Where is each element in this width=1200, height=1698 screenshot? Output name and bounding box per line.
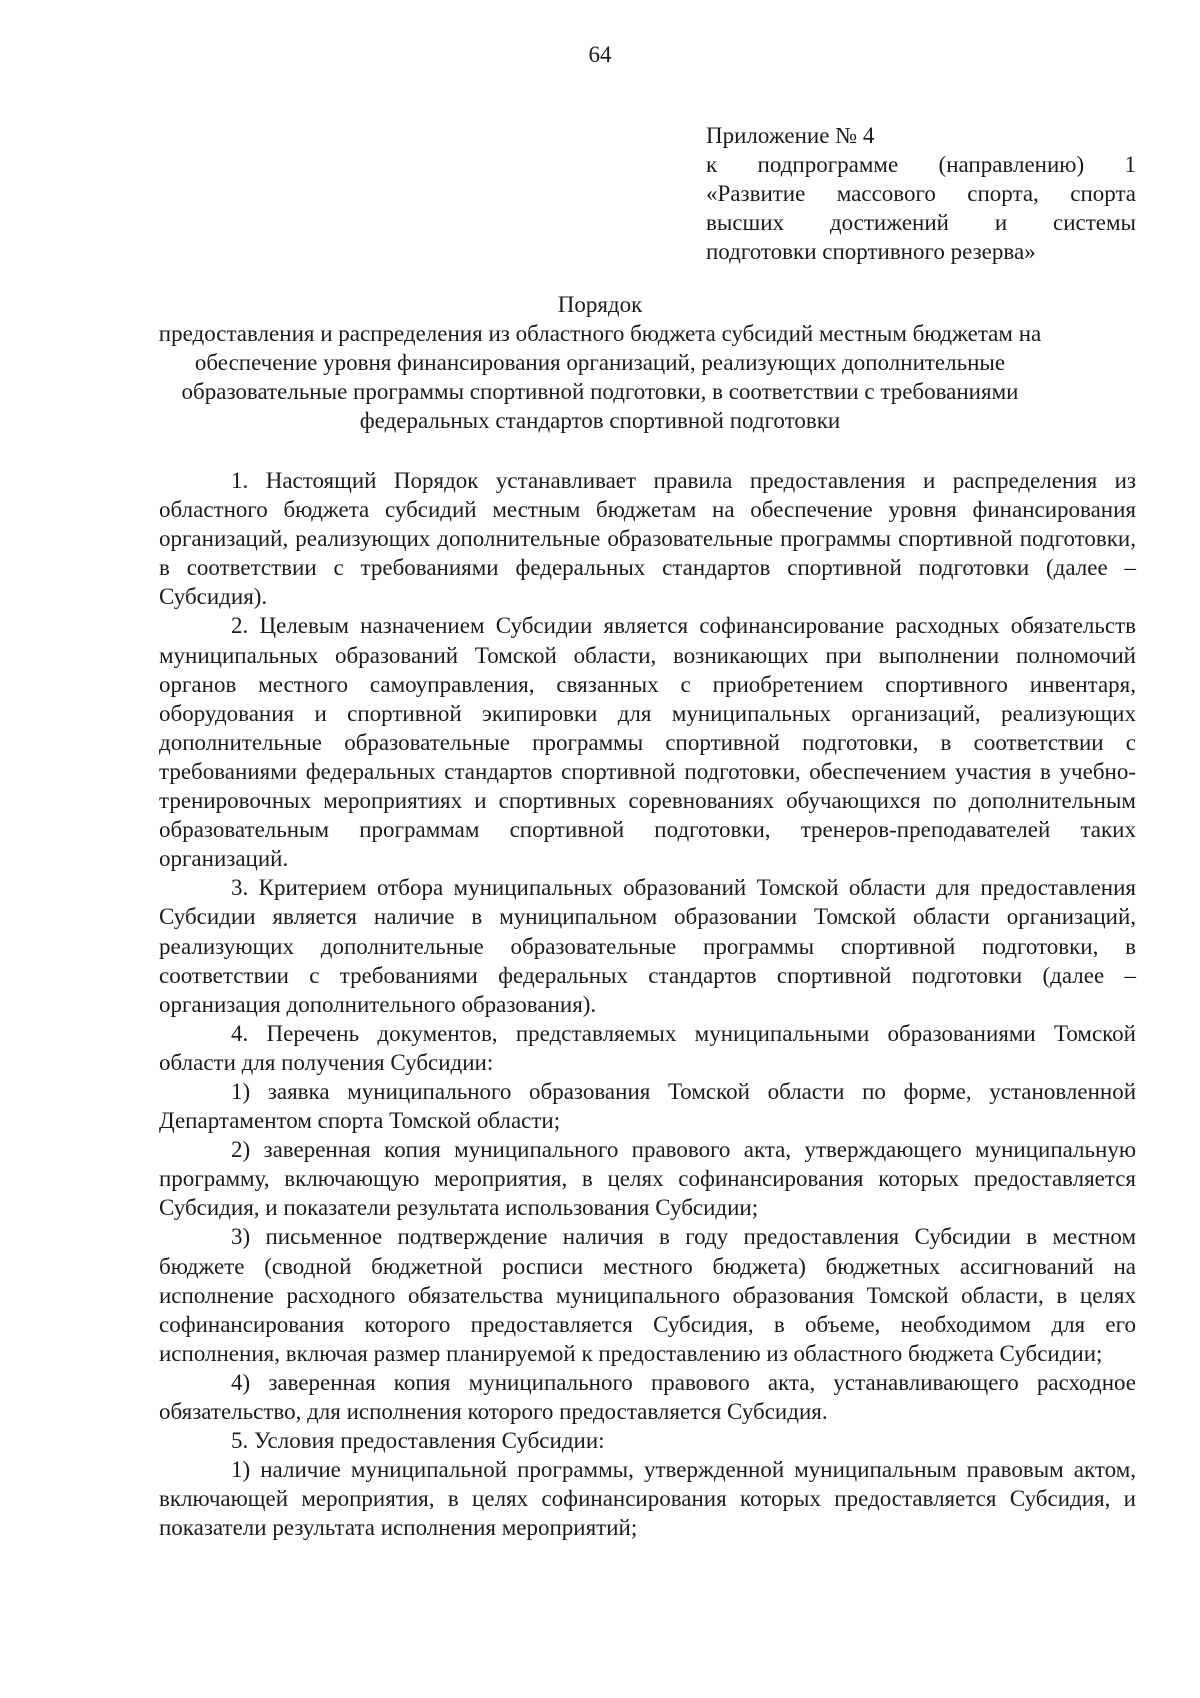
document-body [159, 466, 1136, 1542]
paragraph: 4) заверенная копия муниципального правового акта, устанавливающего расходное обязательство, для исполнения которого предоставляется Субсидия. [159, 1369, 1136, 1424]
annex-header [706, 121, 1136, 266]
paragraph: 1) заявка муниципального образования Томской области по форме, установленной Департаментом спорта Томской области; [159, 1078, 1136, 1134]
title-heading: Порядок [557, 292, 643, 317]
title-subtitle: предоставления и распределения из областного бюджета субсидий местным бюджетам на обеспечение уровня финансирования организаций, реализующих дополнительные образовательные программы спортивной подготовки, в соответствии с требованиями федеральных стандартов спортивной подготовки [158, 321, 1042, 433]
paragraph: 2. Целевым назначением Субсидии является софинансирование расходных обязательств муниципальных образований Томской области, возникающих при выполнении полномочий органов местного самоуправления, связанных с приобретением спортивного инвентаря, оборудования и спортивной экипировки для муниципальных организаций, реализующих дополнительные образовательные программы спортивной подготовки, в соответствии с требованиями федеральных стандартов спортивной подготовки, обеспечением участия в учебно-тренировочных мероприятиях и спортивных соревнованиях обучающихся по дополнительным образовательным программам спортивной подготовки, тренеров-преподавателей таких организаций. [159, 613, 1136, 872]
annex-line-4: высших достижений и системы [706, 210, 1136, 235]
page-number: 64 [588, 42, 612, 67]
paragraph: 5. Условия предоставления Субсидии: [231, 1428, 605, 1454]
paragraph: 1. Настоящий Порядок устанавливает правила предоставления и распределения из областного бюджета субсидий местным бюджетам на обеспечение уровня финансирования организаций, реализующих дополнительные образовательные программы спортивной подготовки, в соответствии с требованиями федеральных стандартов спортивной подготовки (далее – Субсидия). [159, 468, 1136, 610]
paragraph: 2) заверенная копия муниципального правового акта, утверждающего муниципальную программу, включающую мероприятия, в целях софинансирования которых предоставляется Субсидия, и показатели результата использования Субсидии; [159, 1137, 1136, 1221]
annex-line-5: подготовки спортивного резерва» [706, 239, 1036, 264]
paragraph: 3) письменное подтверждение наличия в году предоставления Субсидии в местном бюджете (сводной бюджетной росписи местного бюджета) бюджетных ассигнований на исполнение расходного обязательства муниципального образования Томской области, в целях софинансирования которого предоставляется Субсидия, в объеме, необходимом для его исполнения, включая размер планируемой к предоставлению из областного бюджета Субсидии; [159, 1224, 1136, 1366]
annex-line-2: к подпрограмме (направлению) 1 [706, 152, 1136, 177]
paragraph: 4. Перечень документов, представляемых муниципальными образованиями Томской области для получения Субсидии: [159, 1020, 1136, 1075]
document-title [130, 290, 1070, 435]
annex-line-3: «Развитие массового спорта, спорта [706, 181, 1136, 206]
paragraph: 1) наличие муниципальной программы, утвержденной муниципальным правовым актом, включающей мероприятия, в целях софинансирования которых предоставляется Субсидия, и показатели результата исполнения мероприятий; [159, 1457, 1136, 1541]
paragraph: 3. Критерием отбора муниципальных образований Томской области для предоставления Субсидии является наличие в муниципальном образовании Томской области организаций, реализующих дополнительные образовательные программы спортивной подготовки, в соответствии с требованиями федеральных стандартов спортивной подготовки (далее – организация дополнительного образования). [159, 875, 1136, 1017]
annex-line-1: Приложение № 4 [706, 123, 875, 148]
